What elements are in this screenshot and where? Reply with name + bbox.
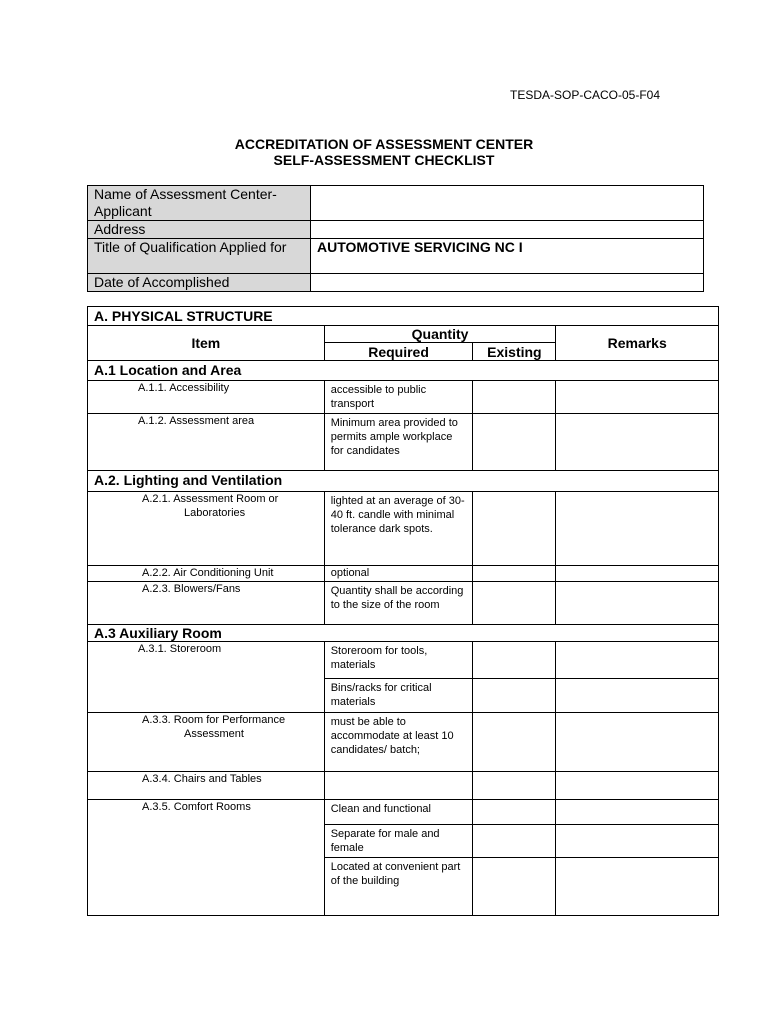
remarks-a3-4-field[interactable]	[556, 772, 719, 800]
existing-a1-1-field[interactable]	[473, 381, 556, 414]
name-label: Name of Assessment Center- Applicant	[88, 186, 311, 221]
existing-a2-3-field[interactable]	[473, 582, 556, 625]
remarks-a1-2-field[interactable]	[556, 414, 719, 471]
item-a1-1: A.1.1. Accessibility	[88, 381, 325, 414]
item-a2-3: A.2.3. Blowers/Fans	[88, 582, 325, 625]
date-value-field[interactable]	[311, 274, 704, 292]
document-title: ACCREDITATION OF ASSESSMENT CENTER	[234, 136, 534, 152]
required-a3-5c: Located at convenient part of the building	[324, 858, 473, 916]
applicant-info-table	[87, 185, 704, 292]
existing-a3-5b-field[interactable]	[473, 825, 556, 858]
item-a3-3-line2: Assessment	[184, 728, 244, 740]
remarks-a2-1-field[interactable]	[556, 492, 719, 566]
item-a1-2: A.1.2. Assessment area	[88, 414, 325, 471]
remarks-a1-1-field[interactable]	[556, 381, 719, 414]
remarks-a3-5b-field[interactable]	[556, 825, 719, 858]
address-value-field[interactable]	[311, 221, 704, 239]
qualification-label: Title of Qualification Applied for	[88, 239, 311, 274]
name-value-field[interactable]	[311, 186, 704, 221]
required-a2-2: optional	[324, 566, 473, 582]
checklist-table	[87, 306, 719, 916]
remarks-a3-5a-field[interactable]	[556, 800, 719, 825]
document-code: TESDA-SOP-CACO-05-F04	[510, 88, 661, 102]
remarks-a2-2-field[interactable]	[556, 566, 719, 582]
item-a3-1: A.3.1. Storeroom	[88, 642, 325, 713]
section-physical-structure: A. PHYSICAL STRUCTURE	[88, 307, 719, 326]
remarks-a2-3-field[interactable]	[556, 582, 719, 625]
required-a3-1a: Storeroom for tools, materials	[324, 642, 473, 679]
qualification-value[interactable]: AUTOMOTIVE SERVICING NC I	[311, 239, 704, 274]
required-a3-1b: Bins/racks for critical materials	[324, 679, 473, 713]
item-a3-3	[88, 713, 325, 772]
remarks-a3-5c-field[interactable]	[556, 858, 719, 916]
header-existing: Existing	[473, 343, 556, 361]
required-a3-4	[324, 772, 473, 800]
existing-a1-2-field[interactable]	[473, 414, 556, 471]
subsection-a1: A.1 Location and Area	[88, 361, 719, 381]
required-a1-2: Minimum area provided to permits ample workplace for candidates	[324, 414, 473, 471]
existing-a2-2-field[interactable]	[473, 566, 556, 582]
existing-a3-1b-field[interactable]	[473, 679, 556, 713]
item-a2-1	[88, 492, 325, 566]
remarks-a3-1a-field[interactable]	[556, 642, 719, 679]
required-a1-1: accessible to public transport	[324, 381, 473, 414]
header-remarks: Remarks	[556, 326, 719, 361]
address-label: Address	[88, 221, 311, 239]
required-a3-3: must be able to accommodate at least 10 candidates/ batch;	[324, 713, 473, 772]
item-a2-1-line1: A.2.1. Assessment Room or	[142, 493, 279, 505]
date-label: Date of Accomplished	[88, 274, 311, 292]
header-required: Required	[324, 343, 473, 361]
item-a3-5: A.3.5. Comfort Rooms	[88, 800, 325, 916]
existing-a3-5c-field[interactable]	[473, 858, 556, 916]
item-a2-1-line2: Laboratories	[184, 507, 246, 519]
remarks-a3-3-field[interactable]	[556, 713, 719, 772]
item-a2-2: A.2.2. Air Conditioning Unit	[88, 566, 325, 582]
required-a3-5a: Clean and functional	[324, 800, 473, 825]
item-a3-4: A.3.4. Chairs and Tables	[88, 772, 325, 800]
existing-a3-4-field[interactable]	[473, 772, 556, 800]
existing-a3-3-field[interactable]	[473, 713, 556, 772]
header-item: Item	[88, 326, 325, 361]
existing-a2-1-field[interactable]	[473, 492, 556, 566]
subsection-a3: A.3 Auxiliary Room	[88, 625, 719, 642]
document-subtitle: SELF-ASSESSMENT CHECKLIST	[273, 152, 495, 168]
remarks-a3-1b-field[interactable]	[556, 679, 719, 713]
subsection-a2: A.2. Lighting and Ventilation	[88, 471, 719, 492]
header-quantity: Quantity	[324, 326, 556, 343]
existing-a3-1a-field[interactable]	[473, 642, 556, 679]
required-a2-1: lighted at an average of 30-40 ft. candle with minimal tolerance dark spots.	[324, 492, 473, 566]
existing-a3-5a-field[interactable]	[473, 800, 556, 825]
required-a2-3: Quantity shall be according to the size of the room	[324, 582, 473, 625]
item-a3-3-line1: A.3.3. Room for Performance	[142, 714, 286, 726]
required-a3-5b: Separate for male and female	[324, 825, 473, 858]
